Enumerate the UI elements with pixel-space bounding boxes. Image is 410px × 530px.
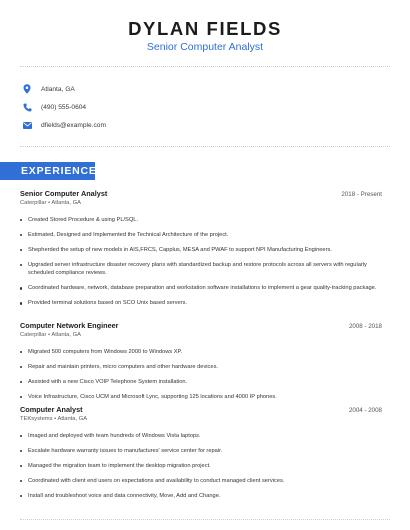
job-bullets bbox=[20, 348, 390, 401]
job-bullet: Escalate hardware warranty issues to manufactures' service center for repair. bbox=[20, 447, 390, 455]
job-dates: 2008 - 2018 bbox=[348, 323, 382, 330]
job-title: Computer Analyst bbox=[20, 405, 83, 414]
job-bullet: Upgraded server infrastructure disaster recovery plans with standardized backup and restore protocols across all servers with regularly scheduled compliance reviews. bbox=[20, 261, 390, 278]
job-bullet: Created Stored Procedure & using PL/SQL. bbox=[20, 216, 390, 224]
contact-email bbox=[22, 119, 106, 131]
job-entry bbox=[20, 321, 390, 408]
job-bullets bbox=[20, 432, 390, 500]
job-bullet: Imaged and deployed with team hundreds of Windows Vista laptops. bbox=[20, 432, 390, 440]
job-bullets bbox=[20, 216, 390, 308]
job-bullet: Managed the migration team to implement the desktop migration project. bbox=[20, 462, 390, 470]
email-icon bbox=[22, 120, 32, 130]
job-title: Senior Computer Analyst bbox=[20, 189, 108, 198]
job-company: Caterpillar • Atlanta, GA bbox=[20, 332, 81, 338]
contact-email-text: dfields@example.com bbox=[41, 121, 106, 129]
section-heading-experience bbox=[0, 162, 95, 180]
location-pin-icon bbox=[22, 84, 32, 94]
job-bullet: Coordinated with client end users on expectations and availability to conduct managed client services. bbox=[20, 477, 390, 485]
contact-location-text: Atlanta, GA bbox=[41, 85, 75, 93]
job-company: Caterpillar • Atlanta, GA bbox=[20, 200, 81, 206]
job-bullet: Coordinated hardware, network, database preparation and workstation software installations to implement a gear quality-tracking package. bbox=[20, 284, 390, 292]
job-bullet: Install and troubleshoot voice and data connectivity, Move, Add and Change. bbox=[20, 492, 390, 500]
job-bullet: Repair and maintain printers, micro computers and other hardware devices. bbox=[20, 363, 390, 371]
job-dates: 2004 - 2008 bbox=[348, 407, 382, 414]
contact-phone bbox=[22, 101, 86, 113]
section-heading-text: EXPERIENCE bbox=[21, 165, 97, 177]
job-dates: 2018 - Present bbox=[341, 191, 382, 198]
job-bullet: Estimated, Designed and Implemented the Technical Architecture of the project. bbox=[20, 231, 390, 239]
job-bullet: Shepherded the setup of new models in AIS,FRCS, Capplus, MESA and PWAF to support NPI Manufacturing Engineers. bbox=[20, 246, 390, 254]
divider bbox=[20, 146, 390, 147]
candidate-name: DYLAN FIELDS bbox=[128, 18, 282, 39]
job-bullet: Voice Infrastructure, Cisco UCM and Microsoft Lync, supporting 125 locations and 4000 IP phones. bbox=[20, 393, 390, 401]
job-company: TEKsystems • Atlanta, GA bbox=[20, 416, 88, 422]
divider bbox=[20, 66, 390, 67]
job-bullet: Provided terminal solutions based on SCO Unix based servers. bbox=[20, 299, 390, 307]
phone-icon bbox=[22, 102, 32, 112]
job-entry bbox=[20, 189, 390, 314]
candidate-title: Senior Computer Analyst bbox=[146, 41, 264, 53]
job-title: Computer Network Engineer bbox=[20, 321, 119, 330]
job-bullet: Assisted with a new Cisco VOIP Telephone System installation. bbox=[20, 378, 390, 386]
contact-location bbox=[22, 83, 75, 95]
divider bbox=[20, 519, 390, 520]
contact-phone-text: (490) 555-0604 bbox=[41, 103, 87, 111]
job-bullet: Migrated 500 computers from Windows 2000 to Windows XP. bbox=[20, 348, 390, 356]
job-entry bbox=[20, 405, 390, 507]
